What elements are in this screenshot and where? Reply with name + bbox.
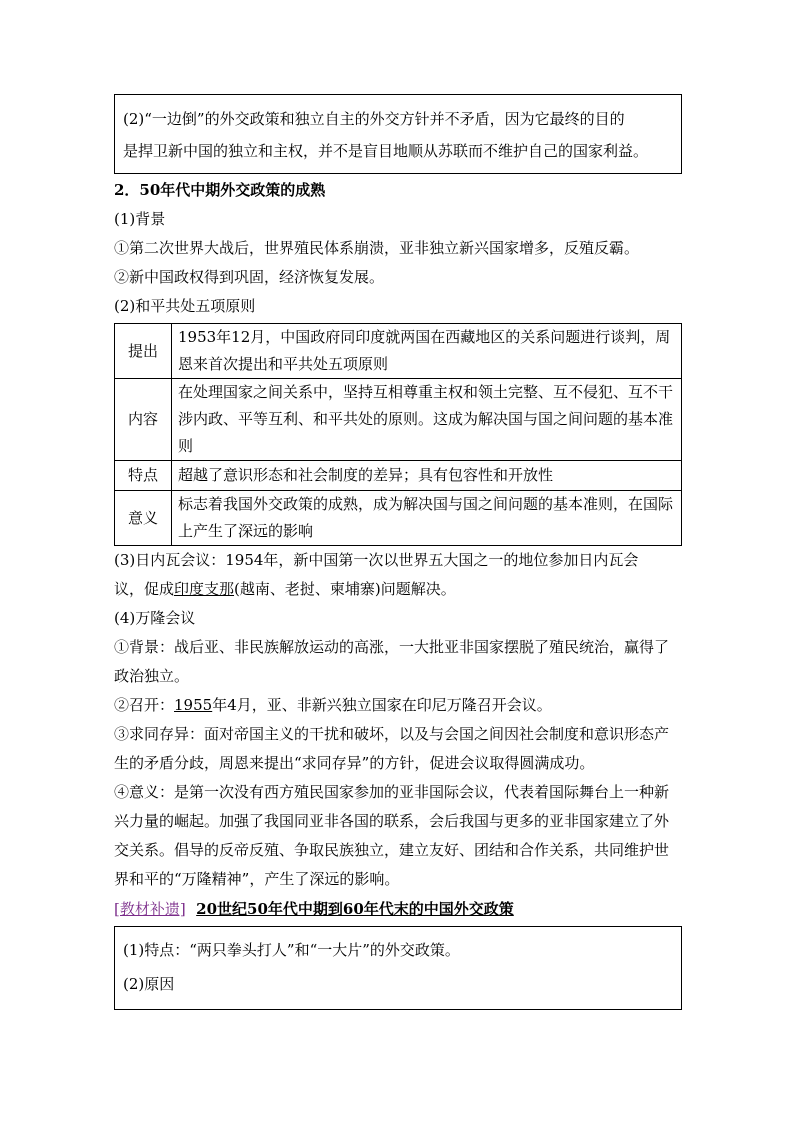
note-line-2: 是捍卫新中国的独立和主权，并不是盲目地顺从苏联而不维护自己的国家利益。 [123,142,649,160]
geneva-text: (越南、老挝、柬埔寨)问题解决。 [234,580,456,598]
geneva-line-2 [114,575,682,604]
table-value: 标志着我国外交政策的成熟，成为解决国与国之间问题的基本准则，在国际上产生了深远的影响 [172,491,682,546]
table-row [115,324,682,379]
note-box [114,94,682,174]
principles-table [114,323,682,546]
table-row [115,379,682,461]
table-key: 内容 [115,379,172,461]
background-point-2: ②新中国政权得到巩固，经济恢复发展。 [114,268,385,286]
bandung-meaning: ④意义：是第一次没有西方殖民国家参加的亚非国际会议，代表着国际舞台上一种新兴力量的崛起。加强了我国同亚非各国的联系，会后我国与更多的亚非国家建立了外交关系。倡导的反帝反殖、争取民族独立，建立友好、团结和合作关系，共同维护世界和平的“万隆精神”，产生了深远的影响。 [114,783,670,888]
supplement-title: 20世纪50年代中期到60年代末的中国外交政策 [196,900,514,918]
background-label: (1)背景 [114,210,166,228]
bandung-background: ①背景：战后亚、非民族解放运动的高涨，一大批亚非国家摆脱了殖民统治，赢得了政治独立。 [114,638,670,685]
section-heading: 2．50年代中期外交政策的成熟 [114,181,326,199]
geneva-text: 议，促成 [114,580,175,598]
note-line-1: (2)“一边倒”的外交政策和独立自主的外交方针并不矛盾，因为它最终的目的 [123,110,625,128]
supplement-heading [114,896,682,922]
table-value: 在处理国家之间关系中，坚持互相尊重主权和领土完整、互不侵犯、互不干涉内政、平等互利、和平共处的原则。这成为解决国与国之间问题的基本准则 [172,379,682,461]
table-row [115,461,682,491]
indochina-term: 印度支那 [174,580,235,598]
table-key: 提出 [115,324,172,379]
table-value: 超越了意识形态和社会制度的差异；具有包容性和开放性 [172,461,682,491]
document-page [114,94,682,1010]
table-row [115,491,682,546]
table-key: 意义 [115,491,172,546]
bandung-label: (4)万隆会议 [114,609,196,627]
bandung-year: 1955 [174,696,213,714]
table-value: 1953年12月，中国政府同印度就两国在西藏地区的关系问题进行谈判，周恩来首次提出和平共处五项原则 [172,324,682,379]
background-point-1: ①第二次世界大战后，世界殖民体系崩溃，亚非独立新兴国家增多，反殖反霸。 [114,239,640,257]
bandung-seek-common: ③求同存异：面对帝国主义的干扰和破坏，以及与会国之间因社会制度和意识形态产生的矛盾分歧，周恩来提出“求同存异”的方针，促进会议取得圆满成功。 [114,725,670,772]
principles-label: (2)和平共处五项原则 [114,297,256,315]
supplement-line-1: (1)特点：“两只拳头打人”和“一大片”的外交政策。 [123,941,460,959]
supplement-box [114,926,682,1010]
geneva-line-1: (3)日内瓦会议：1954年，新中国第一次以世界五大国之一的地位参加日内瓦会 [114,551,639,569]
table-key: 特点 [115,461,172,491]
supplement-line-2: (2)原因 [123,975,175,993]
bandung-text: ②召开： [114,696,175,714]
bandung-opening [114,691,682,720]
supplement-tag: [教材补遗] [114,900,186,918]
bandung-text: 年4月，亚、非新兴独立国家在印尼万隆召开会议。 [212,696,552,714]
